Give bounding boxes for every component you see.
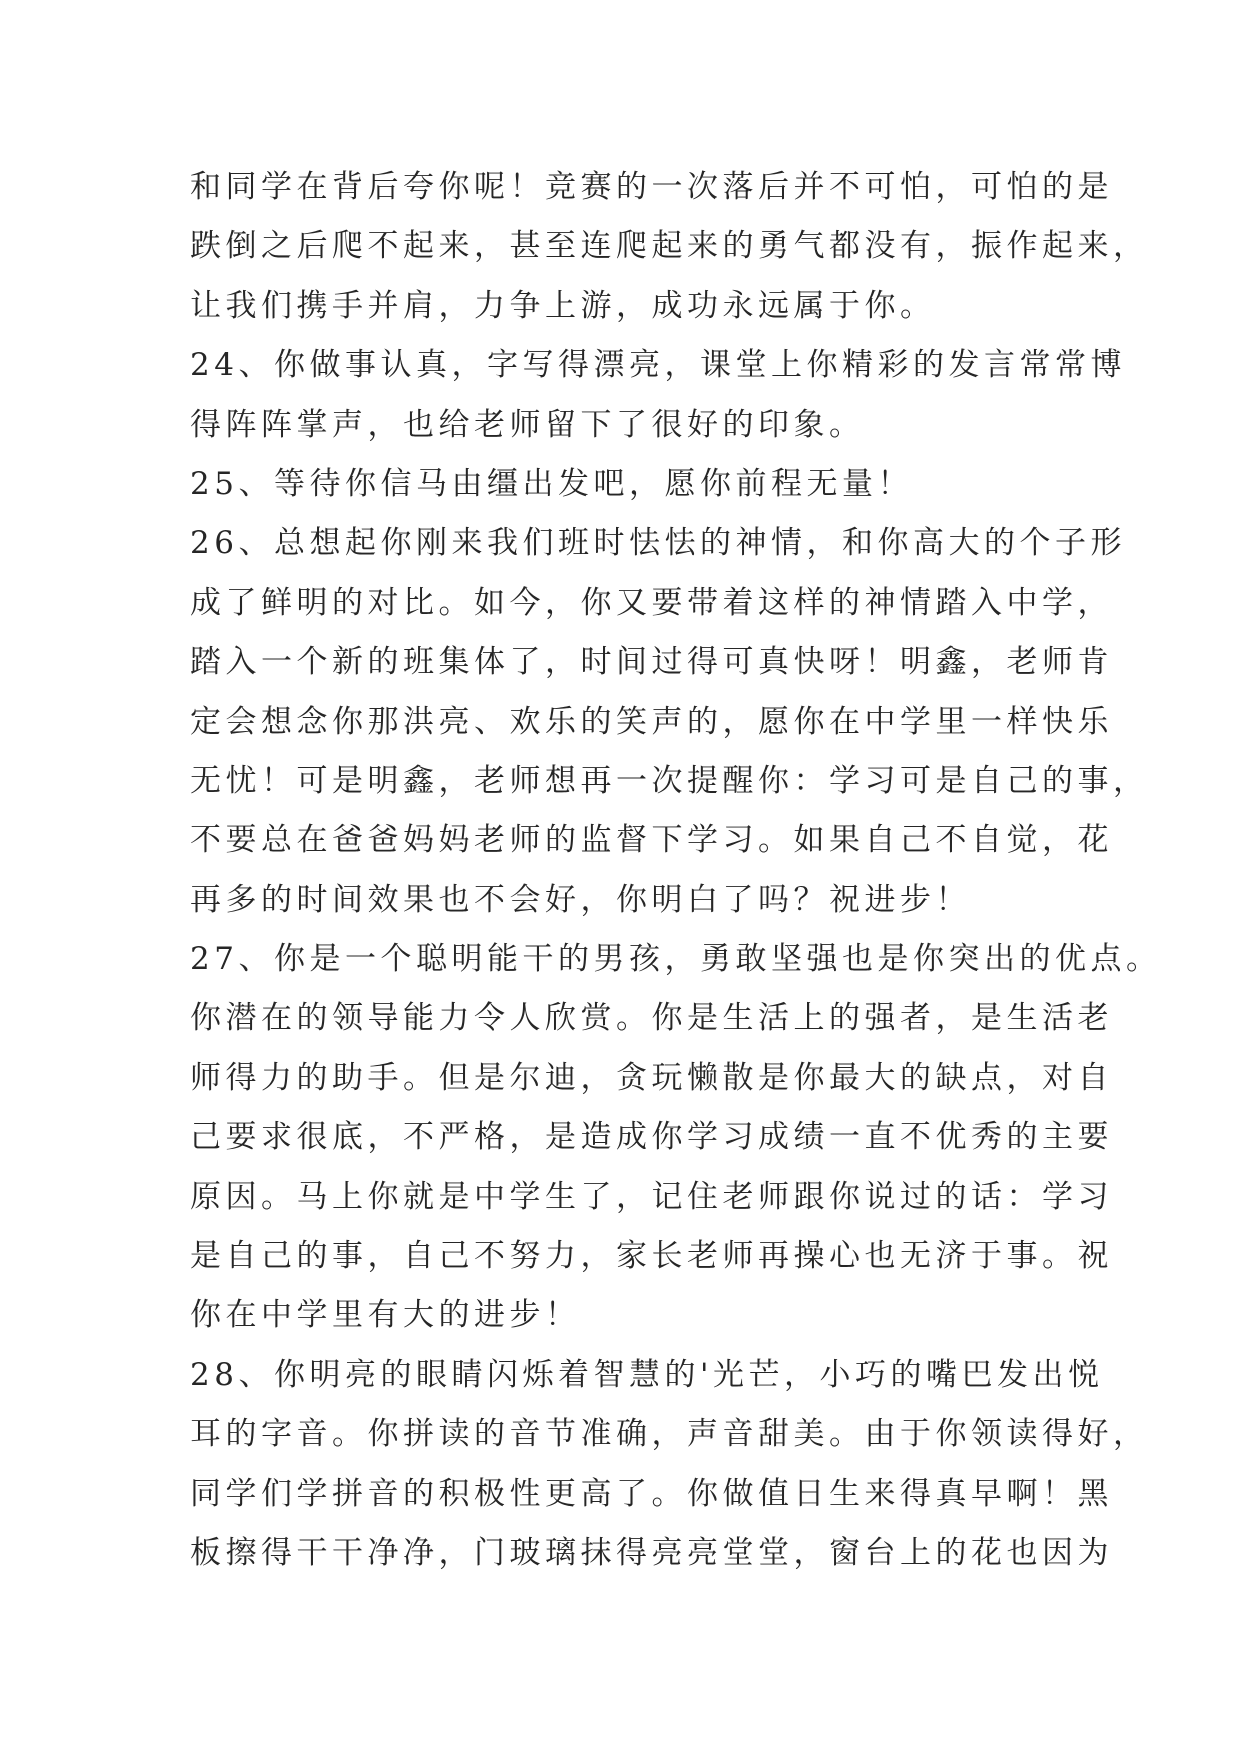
text-line: 是自己的事，自己不努力，家长老师再操心也无济于事。祝 — [190, 1238, 1113, 1275]
text-line: 踏入一个新的班集体了，时间过得可真快呀！明鑫，老师肯 — [190, 644, 1113, 681]
text-line: 25、等待你信马由缰出发吧，愿你前程无量！ — [190, 465, 913, 502]
text-line: 板擦得干干净净，门玻璃抹得亮亮堂堂，窗台上的花也因为 — [190, 1534, 1113, 1571]
text-line: 师得力的助手。但是尔迪，贪玩懒散是你最大的缺点，对自 — [190, 1059, 1113, 1096]
text-line: 原因。马上你就是中学生了，记住老师跟你说过的话：学习 — [190, 1178, 1113, 1215]
text-line: 24、你做事认真，字写得漂亮，课堂上你精彩的发言常常博 — [190, 347, 1126, 384]
text-line: 同学们学拼音的积极性更高了。你做值日生来得真早啊！黑 — [190, 1475, 1113, 1512]
text-line: 得阵阵掌声，也给老师留下了很好的印象。 — [190, 406, 865, 443]
text-line: 再多的时间效果也不会好，你明白了吗？祝进步！ — [190, 881, 971, 918]
text-line: 让我们携手并肩，力争上游，成功永远属于你。 — [190, 287, 936, 324]
text-line: 耳的字音。你拼读的音节准确，声音甜美。由于你领读得好， — [190, 1416, 1149, 1453]
text-line: 26、总想起你刚来我们班时怯怯的神情，和你高大的个子形 — [190, 525, 1126, 562]
text-line: 无忧！可是明鑫，老师想再一次提醒你：学习可是自己的事， — [190, 762, 1149, 799]
text-line: 定会想念你那洪亮、欢乐的笑声的，愿你在中学里一样快乐 — [190, 703, 1113, 740]
text-line: 成了鲜明的对比。如今，你又要带着这样的神情踏入中学， — [190, 584, 1113, 621]
text-line: 己要求很底，不严格，是造成你学习成绩一直不优秀的主要 — [190, 1119, 1113, 1156]
text-line: 27、你是一个聪明能干的男孩，勇敢坚强也是你突出的优点。 — [190, 941, 1162, 978]
text-line: 28、你明亮的眼睛闪烁着智慧的'光芒，小巧的嘴巴发出悦 — [190, 1356, 1104, 1393]
body-text — [190, 158, 1162, 1583]
text-line: 你在中学里有大的进步！ — [190, 1297, 581, 1334]
text-line: 跌倒之后爬不起来，甚至连爬起来的勇气都没有，振作起来， — [190, 228, 1149, 265]
text-line: 和同学在背后夸你呢！竞赛的一次落后并不可怕，可怕的是 — [190, 169, 1113, 205]
text-line: 不要总在爸爸妈妈老师的监督下学习。如果自己不自觉，花 — [190, 822, 1113, 859]
text-line: 你潜在的领导能力令人欣赏。你是生活上的强者，是生活老 — [190, 1000, 1113, 1037]
